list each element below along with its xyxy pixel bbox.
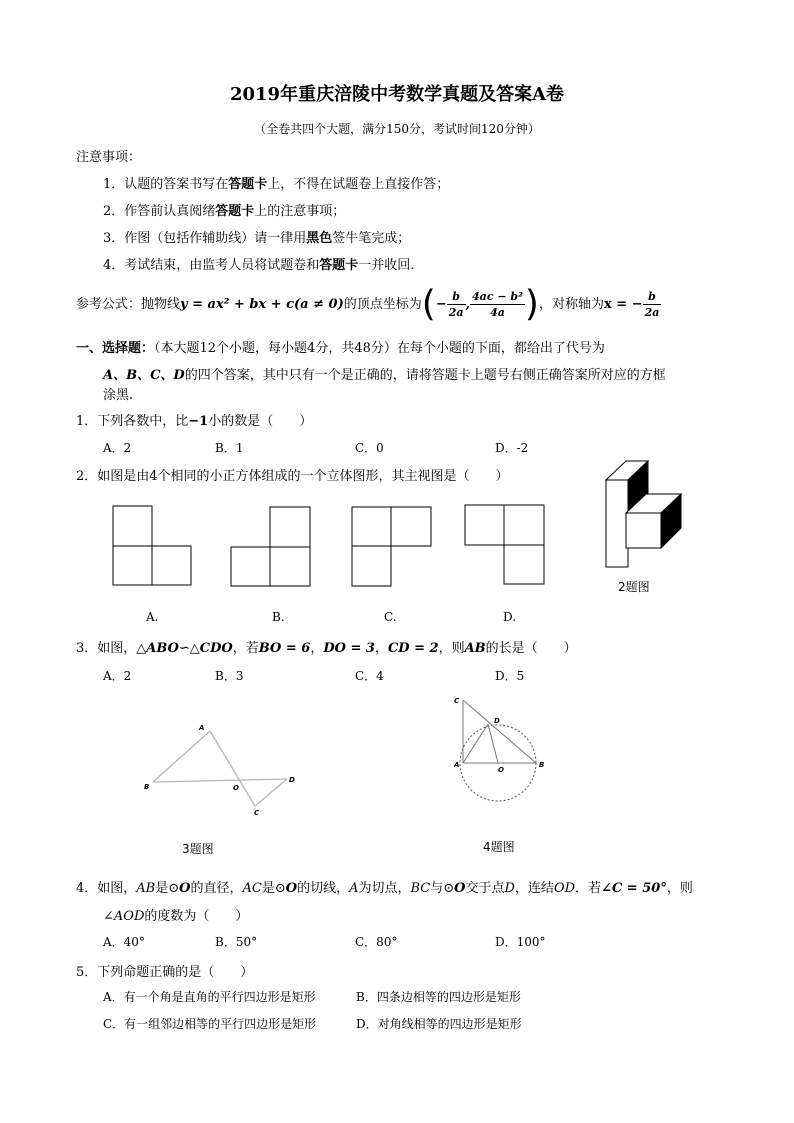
notice-heading: 注意事项：	[76, 150, 142, 165]
q4-label-c: C	[454, 697, 460, 705]
q3-option-d: D．5	[495, 669, 525, 683]
q5-option-d: D．对角线相等的四边形是矩形	[356, 1017, 522, 1031]
q4-label-o: O	[498, 766, 504, 774]
q2-option-c: C.	[384, 610, 397, 624]
q3-label-b: B	[144, 783, 150, 791]
q4-label-d: D	[494, 717, 500, 725]
q2-option-b: B.	[272, 610, 285, 624]
q4-stem-line2: ∠AOD的度数为（ ）	[103, 909, 249, 924]
section1-heading: 一、选择题：（本大题12个小题，每小题4分，共48分）在每个小题的下面，都给出了代号为	[76, 341, 605, 356]
axis-fraction: $\frac{b}{2a}$	[644, 290, 660, 319]
q5-option-c: C．有一组邻边相等的平行四边形是矩形	[103, 1017, 317, 1031]
section1-line3: 涂黑.	[103, 388, 134, 403]
q3-option-a: A．2	[103, 669, 132, 683]
q4-option-a: A．40°	[103, 935, 145, 949]
notice-item-1: 1．认题的答案书写在答题卡上，不得在试题卷上直接作答；	[103, 177, 450, 192]
vertex-y-fraction: $\frac{\text{4ac − b²}}{4a}$	[472, 290, 523, 319]
vertex-x-fraction: $\frac{b}{2a}$	[448, 290, 464, 319]
q3-label-o: O	[233, 784, 239, 792]
q3-label-c: C	[254, 809, 260, 817]
q2-caption: 2题图	[618, 580, 650, 594]
q1-option-d: D．-2	[495, 441, 529, 455]
q4-label-b: B	[539, 761, 545, 769]
notice-item-4: 4．考试结束，由监考人员将试题卷和答题卡一并收回.	[103, 258, 415, 273]
q3-stem: 3．如图，△ABO∽△CDO，若BO = 6，DO = 3，CD = 2，则AB的长是（ ）	[76, 641, 577, 656]
q5-option-b: B．四条边相等的四边形是矩形	[356, 990, 521, 1004]
q2-stem: 2．如图是由4个相同的小正方体组成的一个立体图形，其主视图是（ ）	[76, 469, 509, 484]
q2-option-d: D.	[503, 610, 517, 624]
q5-stem: 5．下列命题正确的是（ ）	[76, 965, 254, 980]
q3-label-d: D	[289, 776, 295, 784]
parabola-equation: y = ax² + bx + c(a ≠ 0)	[180, 297, 344, 312]
q1-option-c: C．0	[355, 441, 384, 455]
q4-caption: 4题图	[483, 840, 515, 854]
q3-caption: 3题图	[182, 842, 214, 856]
notice-item-2: 2．作答前认真阅绪答题卡上的注意事项；	[103, 204, 346, 219]
notice-item-3: 3．作图（包括作辅助线）请一律用黑色签牛笔完成；	[103, 231, 411, 246]
reference-formula: 参考公式：抛物线y = ax² + bx + c(a ≠ 0)的顶点坐标为(− $\frac{b}{2a}$ , $\frac{\text{4ac − b²}}{4a}$ )，对称轴为x = − $\frac{b}{2a}$	[76, 283, 660, 325]
page-subtitle: （全卷共四个大题，满分150分，考试时间120分钟）	[254, 122, 540, 136]
q3-option-b: B．3	[215, 669, 244, 683]
q2-option-a: A.	[146, 610, 159, 624]
q3-label-a: A	[199, 724, 205, 732]
q3-option-c: C．4	[355, 669, 384, 683]
q5-option-a: A．有一个角是直角的平行四边形是矩形	[103, 990, 316, 1004]
q4-label-a: A	[454, 761, 460, 769]
q1-option-b: B．1	[215, 441, 244, 455]
q1-stem: 1．下列各数中，比−1小的数是（ ）	[76, 414, 313, 429]
q4-stem-line1: 4．如图，AB是⊙O的直径，AC是⊙O的切线，A为切点，BC与⊙O交于点D，连结OD．若∠C = 50°，则	[76, 881, 693, 896]
q4-option-c: C．80°	[355, 935, 398, 949]
page-title: 2019年重庆涪陵中考数学真题及答案A卷	[229, 84, 565, 105]
q4-option-d: D．100°	[495, 935, 546, 949]
section1-line2: A、B、C、D的四个答案，其中只有一个是正确的，请将答题卡上题号右侧正确答案所对应的方框	[103, 368, 666, 383]
q1-option-a: A．2	[103, 441, 132, 455]
q4-option-b: B．50°	[215, 935, 258, 949]
